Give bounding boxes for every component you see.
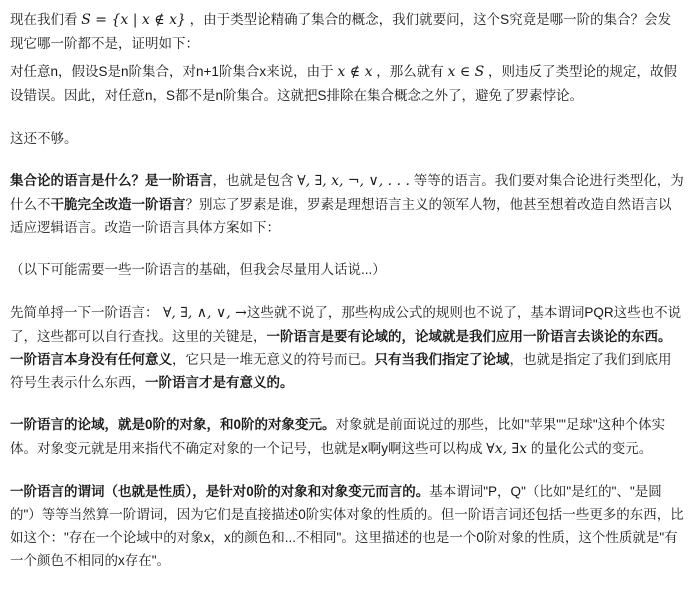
math-expression: ∀, ∃, x, ¬, ∨, . . . <box>297 172 410 189</box>
emphasis-text: 干脆完全改造一阶语言 <box>50 196 186 212</box>
body-text: ，则违反了类型论的规定，故假设错误。因此，对任意n，S都不是n阶集合。这就把S排除在集合概念之外了，避免了罗素悖论。 <box>10 64 678 104</box>
emphasis-text: 一阶语言是要有论域的，论域就是我们应用一阶语言去谈论的东西。一阶语言本身没有任何意义 <box>10 328 672 367</box>
body-text: ，那么就有 <box>372 64 448 80</box>
paragraph-spacer <box>10 113 684 127</box>
body-text: 对任意n，假设S是n阶集合，对n+1阶集合x来说，由于 <box>10 64 338 80</box>
paragraph <box>10 301 684 395</box>
paragraph-spacer <box>10 399 684 413</box>
emphasis-text: 一阶语言的谓词（也就是性质），是针对0阶的对象和对象变元而言的。 <box>10 483 430 499</box>
paragraph <box>10 8 684 55</box>
paragraph-spacer <box>10 466 684 480</box>
body-text: 这还不够。 <box>10 130 78 146</box>
body-text: 基本谓词"P，Q"（比如"是红的"、"是圆的"）等等当然算一阶谓词，因为它们是直接描述0阶实体对象的性质的。但一阶语言词还包括一些更多的东西，比如这个："存在一个论域中的对象x，x的颜色和...不相同"。这里描述的也是一个0阶对象的性质，这个性质就是"有一个颜色不相同的x存在"。 <box>10 483 684 569</box>
body-text: 现在我们看 <box>10 12 82 27</box>
math-expression: x ∉ x <box>337 64 373 81</box>
paragraph <box>10 60 684 107</box>
body-text: 先简单捋一下一阶语言： <box>10 304 159 320</box>
math-expression: S = {x | x ∉ x} <box>81 12 186 28</box>
paragraph <box>10 258 684 281</box>
body-text: ，也就是包含 <box>212 172 298 188</box>
body-text: ，也就是指定了我们到底用符号生表示什么东西， <box>10 351 672 391</box>
body-text: ，它只是一堆无意义的符号而已。 <box>172 351 375 367</box>
math-expression: ∀x, ∃x <box>486 440 527 457</box>
body-text: ？别忘了罗素是谁，罗素是理想语言主义的领军人物，他甚至想着改造自然语言以适应逻辑语言。改造一阶语言具体方案如下： <box>10 196 672 236</box>
emphasis-text: 集合论的语言是什么？是一阶语言 <box>10 172 213 188</box>
body-text: 对象就是前面说过的那些，比如"苹果""足球"这种个体实体。对象变元就是用来指代不确定对象的一个记号，也就是x啊y啊这些可以构成 <box>10 417 666 456</box>
paragraph-container <box>10 8 684 572</box>
math-expression: x ∈ S <box>447 64 485 81</box>
paragraph <box>10 413 684 460</box>
emphasis-text: 一阶语言的论域，就是0阶的对象，和0阶的对象变元。 <box>10 417 336 433</box>
paragraph-spacer <box>10 155 684 169</box>
body-text: 等等的语言。我们要对集合论进行类型化，为什么不 <box>10 172 684 212</box>
emphasis-text: 一阶语言才是有意义的。 <box>145 375 294 391</box>
math-expression: ∀, ∃, ∧, ∨, → <box>158 304 247 321</box>
body-text: （以下可能需要一些一阶语言的基础，但我会尽量用人话说...） <box>10 262 386 278</box>
paragraph <box>10 127 684 150</box>
body-text: 这些就不说了，那些构成公式的规则也不说了，基本谓词PQR这些也不说了，这些都可以自行查找。这里的关键是， <box>10 304 682 344</box>
paragraph-spacer <box>10 244 684 258</box>
body-text: ，由于类型论精确了集合的概念，我们就要问，这个S究竟是哪一阶的集合？会发现它哪一阶都不是，证明如下： <box>10 12 672 52</box>
emphasis-text: 只有当我们指定了论域 <box>374 351 510 367</box>
paragraph <box>10 480 684 573</box>
paragraph-spacer <box>10 287 684 301</box>
body-text: 的量化公式的变元。 <box>527 440 653 456</box>
paragraph <box>10 169 684 240</box>
